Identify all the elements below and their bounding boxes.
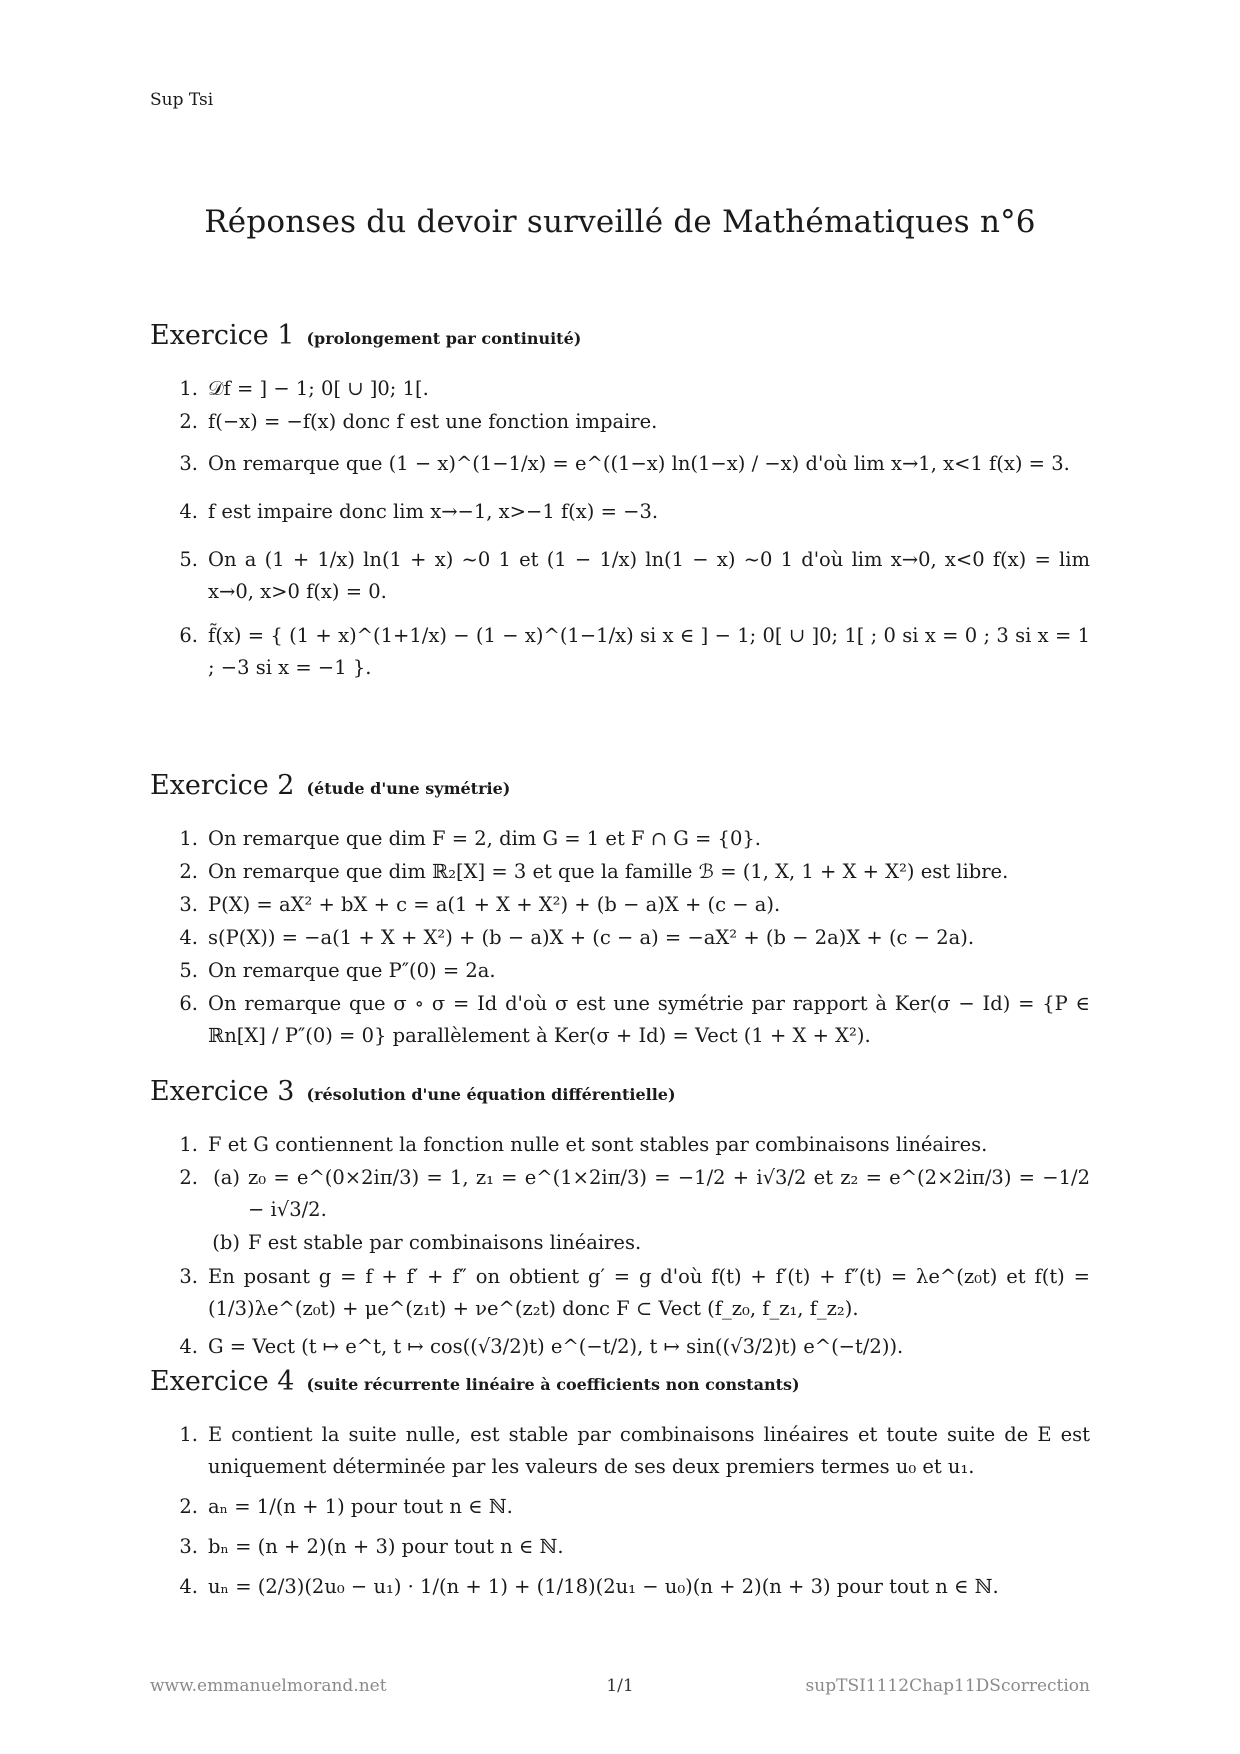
- list-item: 2. On remarque que dim ℝ₂[X] = 3 et que la famille ℬ = (1, X, 1 + X + X²) est libre.: [179, 860, 1009, 883]
- list-item: 3. En posant g = f + f′ + f″ on obtient g′ = g d'où f(t) + f′(t) + f″(t) = λe^(z₀t) et f(t) = (1/3)λe^(z₀t) + μe^(z₁t) + νe^(z₂t) donc F ⊂ Vect (f_z₀, f_z₁, f_z₂).: [179, 1265, 1090, 1320]
- exercise-heading: [150, 770, 1090, 801]
- exercise-1: [150, 320, 1090, 685]
- list-item: 2. (a) z₀ = e^(0×2iπ/3) = 1, z₁ = e^(1×2iπ/3) = −1/2 + i√3/2 et z₂ = e^(2×2iπ/3) = −1/2 − i√3/2. (b) F est stable par combinaisons linéaires.: [150, 1162, 1090, 1260]
- list-item: 2. aₙ = 1/(n + 1) pour tout n ∈ ℕ.: [179, 1495, 513, 1518]
- list-item: 4. uₙ = (2/3)(2u₀ − u₁) · 1/(n + 1) + (1/18)(2u₁ − u₀)(n + 2)(n + 3) pour tout n ∈ ℕ.: [179, 1575, 999, 1598]
- exercise-title: Exercice 2: [150, 770, 295, 801]
- sub-list-item: (a) z₀ = e^(0×2iπ/3) = 1, z₁ = e^(1×2iπ/3) = −1/2 + i√3/2 et z₂ = e^(2×2iπ/3) = −1/2 − i√3/2.: [213, 1166, 1090, 1221]
- footer-document-id: supTSI1112Chap11DScorrection: [805, 1676, 1090, 1696]
- list-item: 6. On remarque que σ ∘ σ = Id d'où σ est une symétrie par rapport à Ker(σ − Id) = {P ∈ ℝn[X] / P″(0) = 0} parallèlement à Ker(σ + Id) = Vect (1 + X + X²).: [179, 992, 1090, 1047]
- answer-list: [150, 373, 1090, 684]
- list-item: 1. On remarque que dim F = 2, dim G = 1 et F ∩ G = {0}.: [179, 827, 761, 850]
- list-item: 5. On a (1 + 1/x) ln(1 + x) ~0 1 et (1 − 1/x) ln(1 − x) ~0 1 d'où lim x→0, x<0 f(x) = lim x→0, x>0 f(x) = 0.: [179, 548, 1090, 603]
- list-item: 5. On remarque que P″(0) = 2a.: [179, 959, 496, 982]
- list-item: 3. bₙ = (n + 2)(n + 3) pour tout n ∈ ℕ.: [179, 1535, 564, 1558]
- exercise-2: [150, 770, 1090, 1053]
- list-item: 1. 𝒟f = ] − 1; 0[ ∪ ]0; 1[.: [179, 377, 429, 400]
- exercise-subtitle: (étude d'une symétrie): [306, 779, 511, 798]
- sub-answer-list: [208, 1162, 1090, 1259]
- list-item: 4. s(P(X)) = −a(1 + X + X²) + (b − a)X + (c − a) = −aX² + (b − 2a)X + (c − 2a).: [179, 926, 975, 949]
- header-class-label: Sup Tsi: [150, 90, 214, 110]
- list-item: 6. f̃(x) = { (1 + x)^(1+1/x) − (1 − x)^(1−1/x) si x ∈ ] − 1; 0[ ∪ ]0; 1[ ; 0 si x = 0 ; 3 si x = 1 ; −3 si x = −1 }.: [179, 624, 1090, 679]
- list-item: 3. On remarque que (1 − x)^(1−1/x) = e^((1−x) ln(1−x) / −x) d'où lim x→1, x<1 f(x) = 3.: [179, 452, 1070, 475]
- exercise-heading: [150, 1366, 1090, 1397]
- list-item: 2. f(−x) = −f(x) donc f est une fonction impaire.: [179, 410, 658, 433]
- answer-list: [150, 1419, 1090, 1603]
- exercise-subtitle: (résolution d'une équation différentielle): [306, 1085, 676, 1104]
- page-title: Réponses du devoir surveillé de Mathématiques n°6: [204, 204, 1036, 240]
- exercise-heading: [150, 1076, 1090, 1107]
- answer-list: [150, 823, 1090, 1052]
- sub-list-item: (b) F est stable par combinaisons linéaires.: [212, 1231, 642, 1254]
- footer-page-number: 1/1: [606, 1676, 634, 1696]
- list-item: 4. G = Vect (t ↦ e^t, t ↦ cos((√3/2)t) e^(−t/2), t ↦ sin((√3/2)t) e^(−t/2)).: [179, 1335, 904, 1358]
- footer-website: www.emmanuelmorand.net: [150, 1676, 387, 1696]
- exercise-3: [150, 1076, 1090, 1364]
- list-item: 1. F et G contiennent la fonction nulle et sont stables par combinaisons linéaires.: [179, 1133, 988, 1156]
- answer-list: [150, 1129, 1090, 1363]
- list-item: 1. E contient la suite nulle, est stable par combinaisons linéaires et toute suite de E est uniquement déterminée par les valeurs de ses deux premiers termes u₀ et u₁.: [179, 1423, 1090, 1478]
- exercise-title: Exercice 3: [150, 1076, 295, 1107]
- exercise-subtitle: (prolongement par continuité): [306, 329, 582, 348]
- exercise-title: Exercice 4: [150, 1366, 295, 1397]
- exercise-title: Exercice 1: [150, 320, 295, 351]
- list-item: 3. P(X) = aX² + bX + c = a(1 + X + X²) + (b − a)X + (c − a).: [179, 893, 781, 916]
- exercise-heading: [150, 320, 1090, 351]
- exercise-subtitle: (suite récurrente linéaire à coefficients non constants): [306, 1375, 800, 1394]
- exercise-4: [150, 1366, 1090, 1604]
- list-item: 4. f est impaire donc lim x→−1, x>−1 f(x) = −3.: [179, 500, 659, 523]
